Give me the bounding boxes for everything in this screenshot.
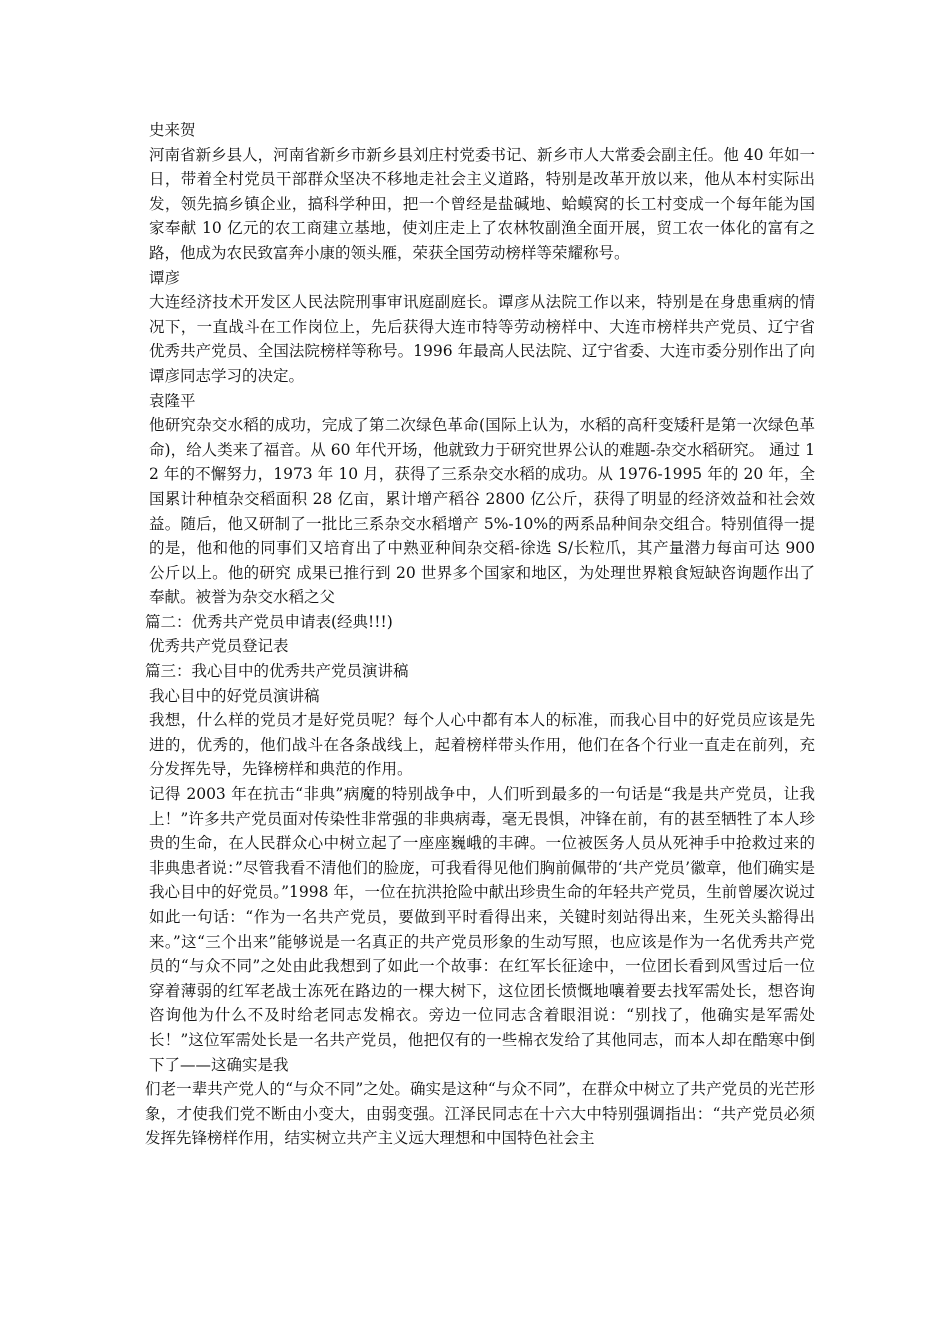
paragraph-tan-yan-bio: 大连经济技术开发区人民法院刑事审讯庭副庭长。谭彦从法院工作以来，特别是在身患重病的情况下，一直战斗在工作岗位上，先后获得大连市特等劳动榜样中、大连市榜样共产党员、辽宁省优秀共产党员、全国法院榜样等称号。1996 年最高人民法院、辽宁省委、大连市委分别作出了向谭彦同志学习的决定。	[149, 293, 815, 385]
subheading-registration-form: 优秀共产党员登记表	[149, 637, 289, 656]
paragraph-speech-body: 记得 2003 年在抗击“非典”病魔的特别战争中，人们听到最多的一句话是“我是共产党员，让我上！”许多共产党员面对传染性非常强的非典病毒，毫无畏惧，冲锋在前，有的甚至牺牲了本人珍贵的生命，在人民群众心中树立起了一座座巍峨的丰碑。一位被医务人员从死神手中抢救过来的非典患者说：”尽管我看不清他们的脸庞，可我看得见他们胸前佩带的‘共产党员’徽章，他们确实是我心目中的好党员。”1998 年，一位在抗洪抢险中献出珍贵生命的年轻共产党员，生前曾屡次说过如此一句话：“作为一名共产党员，要做到平时看得出来，关键时刻站得出来，生死关头豁得出来。”这“三个出来”能够说是一名真正的共产党员形象的生动写照，也应该是作为一名优秀共产党员的“与众不同”之处由此我想到了如此一个故事：在红军长征途中，一位团长看到风雪过后一位穿着薄弱的红军老战士冻死在路边的一棵大树下，这位团长愤慨地嚷着要去找军需处长，想咨询咨询他为什么不及时给老同志发棉衣。旁边一位同志含着眼泪说：“别找了，他确实是军需处长！”这位军需处长是一名共产党员，他把仅有的一些棉衣发给了其他同志，而本人却在酷寒中倒下了——这确实是我	[149, 785, 815, 1074]
heading-yuan-longping: 袁隆平	[149, 391, 196, 410]
section-heading-part-three: 篇三：我心目中的优秀共产党员演讲稿	[145, 662, 409, 681]
heading-tan-yan: 谭彦	[149, 268, 181, 287]
document-page	[145, 118, 815, 1151]
paragraph-speech-intro: 我想，什么样的党员才是好党员呢？每个人心中都有本人的标准，而我心目中的好党员应该是先进的，优秀的，他们战斗在各条战线上，起着榜样带头作用，他们在各个行业一直走在前列，充分发挥先导，先锋榜样和典范的作用。	[149, 711, 815, 779]
paragraph-speech-continued: 们老一辈共产党人的“与众不同”之处。确实是这种“与众不同”，在群众中树立了共产党员的光芒形象，才使我们党不断由小变大，由弱变强。江泽民同志在十六大中特别强调指出：“共产党员必须发挥先锋榜样作用，结实树立共产主义远大理想和中国特色社会主	[145, 1080, 815, 1148]
heading-shi-laihe: 史来贺	[149, 121, 196, 139]
paragraph-yuan-longping-bio: 他研究杂交水稻的成功，完成了第二次绿色革命(国际上认为，水稻的高秆变矮秆是第一次绿色革命)，给人类来了福音。从 60 年代开场，他就致力于研究世界公认的难题-杂交水稻研究。 通过 12 年的不懈努力，1973 年 10 月，获得了三系杂交水稻的成功。从 1976-1995 年的 20 年，全国累计种植杂交稻面积 28 亿亩，累计增产稻谷 2800 亿公斤，获得了明显的经济效益和社会效益。随后，他又研制了一批比三系杂交水稻增产 5%-10%的两系品种间杂交组合。特别值得一提的是，他和他的同事们又培育出了中熟亚种间杂交稻-徐选 S/长粒爪，其产量潜力每亩可达 900 公斤以上。他的研究 成果已推行到 20 世界多个国家和地区，为处理世界粮食短缺咨询题作出了奉献。被誉为杂交水稻之父	[149, 416, 815, 607]
paragraph-shi-laihe-bio: 河南省新乡县人，河南省新乡市新乡县刘庄村党委书记、新乡市人大常委会副主任。他 40 年如一日，带着全村党员干部群众坚决不移地走社会主义道路，特别是改革开放以来，他从本村实际出发，领先搞乡镇企业，搞科学种田，把一个曾经是盐碱地、蛤蟆窝的长工村变成一个每年能为国家奉献 10 亿元的农工商建立基地，使刘庄走上了农林牧副渔全面开展，贸工农一体化的富有之路，他成为农民致富奔小康的领头雁，荣获全国劳动榜样等荣耀称号。	[149, 145, 815, 262]
subheading-speech-title: 我心目中的好党员演讲稿	[149, 686, 320, 705]
section-heading-part-two: 篇二：优秀共产党员申请表(经典!!!)	[145, 612, 393, 631]
